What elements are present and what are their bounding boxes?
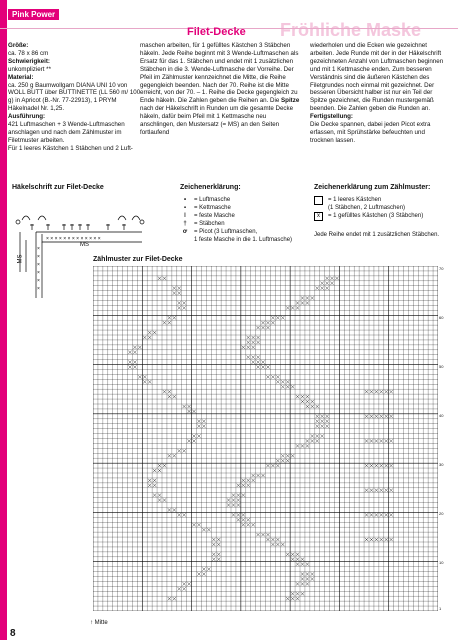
svg-text:×: ×: [37, 246, 40, 252]
row-number-50: 50: [439, 364, 444, 369]
column2-text-2: nach der Häkelschrift in Runden um die gesamte Decke häkeln, dafür beim Pfeil mit 1 Kettmasche neu anschlingen, den Mustersatz (= MS) an den Seiten fortlaufend: [140, 105, 294, 136]
chart-legend-title: Zeichenerklärung zum Zählmuster:: [314, 184, 431, 191]
instructions-column-3: [310, 42, 444, 145]
legend-text: 1 feste Masche in die 1. Luftmasche): [194, 237, 293, 243]
slip-stitch-icon: ▪: [183, 205, 187, 211]
difficulty-text: unkompliziert **: [8, 65, 51, 73]
row-number-20: 20: [439, 511, 444, 516]
legend-title: Zeichenerklärung:: [180, 184, 241, 191]
column2-text: maschen arbeiten, für 1 gefülltes Kästchen 3 Stäbchen häkeln. Jede Reihe beginnt mit 3 Wende-Luftmaschen als Ersatz für das 1. Stäbchen und endet mit 1 zusätzlichen Stäbchen in die 3. Wende-Luftmasche der Vorreihe. Der Pfeil im Zählmuster kennzeichnet die Mitte, die Reihe gegengleich beenden. Nach der 70. Reihe ist die Mitte erreicht, von der 70. – 1. Reihe die Decke gegengleich zu Ende häkeln. Die Zahlen geben die Reihen an. Die: [140, 42, 299, 105]
execution-heading: Ausführung:: [8, 113, 46, 121]
svg-text:×: ×: [37, 278, 40, 284]
legend-list: [180, 196, 310, 244]
legend-text: = 1 leeres Kästchen: [328, 197, 382, 203]
row-number-30: 30: [439, 462, 444, 467]
svg-text:×: ×: [37, 286, 40, 292]
instructions-column-2: [140, 42, 301, 137]
legend-item: [180, 204, 310, 212]
filled-box-icon: x: [314, 212, 323, 221]
column2-paragraph: [140, 42, 301, 137]
row-number-60: 60: [439, 315, 444, 320]
arrow-up-icon: ↑: [90, 620, 93, 626]
ms-label-side: MS: [17, 254, 24, 264]
legend-item: [180, 220, 310, 228]
single-crochet-icon: ǀ: [184, 213, 186, 219]
pink-side-bar: [0, 0, 7, 640]
finishing-heading: Fertigstellung:: [310, 113, 353, 121]
material-heading: Material:: [8, 73, 34, 81]
row-end-note: Jede Reihe endet mit 1 zusätzlichen Stäbchen.: [314, 232, 440, 238]
legend-item: [180, 196, 310, 204]
legend-item-empty: [314, 196, 452, 204]
svg-text:× × × × × × × × × × × × ×: × × × × × × × × × × × × ×: [46, 236, 101, 242]
legend-text: = Kettmasche: [194, 205, 231, 211]
center-label: Mitte: [94, 620, 108, 626]
legend-item-empty-cont: [314, 204, 452, 212]
difficulty-heading: Schwierigkeit:: [8, 57, 50, 65]
row-number-1: 1: [439, 606, 442, 611]
legend-item: [180, 236, 310, 244]
chain-stitch-icon: •: [183, 197, 187, 203]
page-title: Filet-Decke: [187, 26, 246, 38]
chart-title: Zählmuster zur Filet-Decke: [93, 256, 183, 263]
filet-chart-svg: [93, 266, 438, 611]
legend-text: = Stäbchen: [194, 221, 225, 227]
center-marker: [90, 620, 108, 626]
legend-text: = Luftmasche: [194, 197, 231, 203]
faded-header-text: Fröhliche Maske: [280, 20, 422, 40]
legend-text: = feste Masche: [194, 213, 235, 219]
legend-item-full: [314, 212, 452, 220]
picot-icon: ơ: [182, 229, 188, 235]
row-number-70: 70: [439, 266, 444, 271]
execution-text-2: Für 1 leeres Kästchen 1 Stäbchen und 2 Luft-: [8, 144, 133, 152]
brand-label: Pink Power: [8, 9, 59, 20]
material-text: ca. 250 g Baumwollgarn DIANA UNI 10 von WOLL BUTT über BUTTINETTE (LL 560 m/ 100 g) in Apricot (B.-Nr. 77-22913), 1 PRYM Häkelnadel Nr. 1,25.: [8, 81, 141, 113]
filet-chart: [93, 266, 438, 611]
legend-text: (1 Stäbchen, 2 Luftmaschen): [328, 205, 406, 211]
row-number-40: 40: [439, 413, 444, 418]
svg-text:×: ×: [37, 270, 40, 276]
finishing-text: Die Decke spannen, dabei jeden Picot extra erfassen, mit Sprühstärke befeuchten und trocknen lassen.: [310, 121, 431, 144]
legend-item: [180, 228, 310, 236]
page-number: 8: [10, 628, 16, 639]
svg-text:×: ×: [37, 262, 40, 268]
size-text: ca. 78 x 86 cm: [8, 49, 49, 57]
execution-text: 421 Luftmaschen + 3 Wende-Luftmaschen anschlagen und nach dem Zählmuster im Filetmuster arbeiten.: [8, 121, 125, 144]
legend-text: = Picot (3 Luftmaschen,: [194, 229, 258, 235]
legend-item: [180, 212, 310, 220]
instructions-column-1: [8, 42, 141, 153]
size-heading: Größe:: [8, 42, 29, 49]
haekelschrift-title: Häkelschrift zur Filet-Decke: [12, 184, 104, 191]
column2-bold: Spitze: [281, 97, 300, 105]
legend-text: = 1 gefülltes Kästchen (3 Stäbchen): [328, 213, 424, 219]
ms-label-top: MS: [80, 242, 89, 248]
chart-legend: [314, 196, 452, 220]
svg-text:×: ×: [37, 254, 40, 260]
column3-text: wiederholen und die Ecken wie gezeichnet arbeiten. Jede Runde mit der in der Häkelschrift gezeichneten Anzahl von Luftmaschen beginnen und mit 1 Kettmasche enden. Zum besseren Verständnis sind die äußeren Kästchen des Filetgrundes noch einmal mit gezeichnet. Der besseren Übersicht halber ist nur ein Teil der Spitze gezeichnet, die Runden mustergemäß beenden. Die Zahlen geben die Runden an.: [310, 42, 444, 113]
double-crochet-icon: †: [183, 221, 187, 227]
row-number-10: 10: [439, 560, 444, 565]
